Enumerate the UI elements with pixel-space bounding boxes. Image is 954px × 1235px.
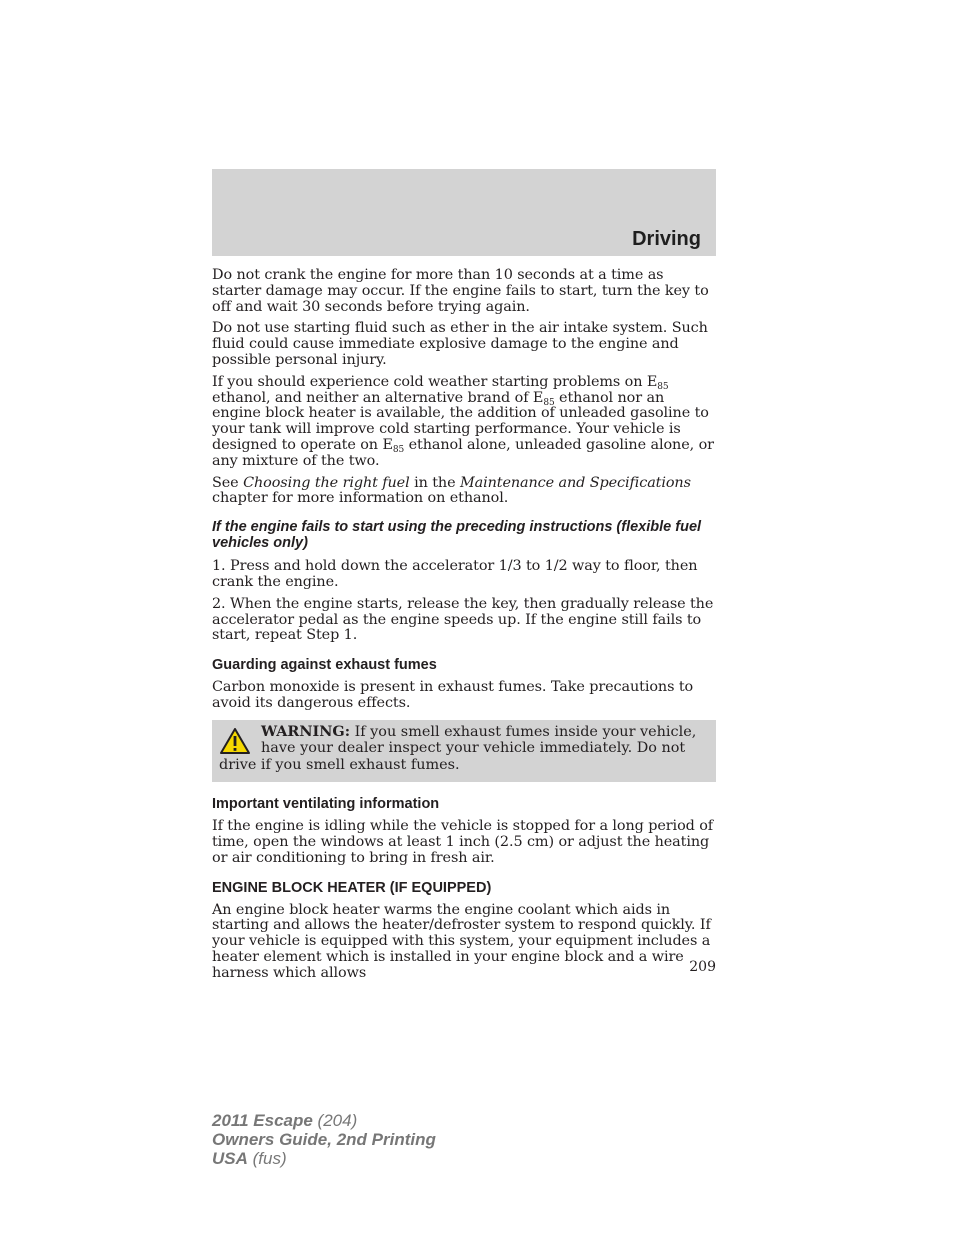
reference-choosing-fuel: Choosing the right fuel	[243, 474, 410, 491]
footer-guide-line: Owners Guide, 2nd Printing	[212, 1130, 436, 1149]
reference-maintenance-chapter: Maintenance and Specifications	[459, 474, 691, 491]
warning-text: If you smell exhaust fumes inside your vehicle, have your dealer inspect your vehicle immediately. Do not drive if you smell exhaust fumes.	[219, 723, 697, 773]
footer-edition-info	[212, 1111, 436, 1168]
flex-fuel-step-2: 2. When the engine starts, release the key, then gradually release the accelerator pedal as the engine speeds up. If the engine still fails to start, repeat Step 1.	[212, 595, 714, 644]
warning-triangle-icon	[219, 727, 251, 755]
exhaust-body: Carbon monoxide is present in exhaust fumes. Take precautions to avoid its dangerous effects.	[212, 679, 694, 711]
page-number: 209	[689, 959, 716, 975]
ventilating-body: If the engine is idling while the vehicle is stopped for a long period of time, open the windows at least 1 inch (2.5 cm) or adjust the heating or air conditioning to bring in fresh air.	[212, 818, 714, 866]
paragraph-cold-weather: If you should experience cold weather starting problems on $E_{85}$ ethanol, and neither an alternative brand of $E_{85}$ ethanol nor an engine block heater is available, the addition of unleaded gasoline to your tank will improve cold starting performance. Your vehicle is designed to operate on $E_{85}$ ethanol alone, unleaded gasoline alone, or any mixture of the two.	[212, 373, 714, 469]
page-content	[212, 268, 716, 988]
warning-box	[212, 720, 716, 783]
paragraph-starting-fluid: Do not use starting fluid such as ether in the air intake system. Such fluid could cause immediate explosive damage to the engine and possible personal injury.	[212, 320, 708, 368]
warning-label: WARNING:	[261, 722, 351, 740]
ventilating-heading: Important ventilating information	[212, 796, 440, 813]
section-header-band	[212, 169, 716, 256]
paragraph-crank-warning: Do not crank the engine for more than 10 seconds at a time as starter damage may occur. If the engine fails to start, turn the key to off and wait 30 seconds before trying again.	[212, 267, 709, 315]
flex-fuel-step-1: 1. Press and hold down the accelerator 1/3 to 1/2 way to floor, then crank the engine.	[212, 558, 698, 590]
section-title: Driving	[632, 228, 701, 250]
block-heater-body: An engine block heater warms the engine coolant which aids in starting and allows the heater/defroster system to respond quickly. If your vehicle is equipped with this system, your equipment includes a heater element which is installed in your engine block and a wire harness which allows	[212, 901, 711, 981]
footer-model-line: 2011 Escape (204)	[212, 1111, 358, 1130]
exhaust-heading: Guarding against exhaust fumes	[212, 657, 437, 674]
block-heater-heading: ENGINE BLOCK HEATER (IF EQUIPPED)	[212, 879, 492, 896]
paragraph-see-reference: See Choosing the right fuel in the Maintenance and Specifications chapter for more information on ethanol.	[212, 474, 691, 507]
flex-fuel-heading: If the engine fails to start using the preceding instructions (flexible fuel vehicles only)	[212, 519, 702, 552]
footer-market-line: USA (fus)	[212, 1149, 287, 1168]
